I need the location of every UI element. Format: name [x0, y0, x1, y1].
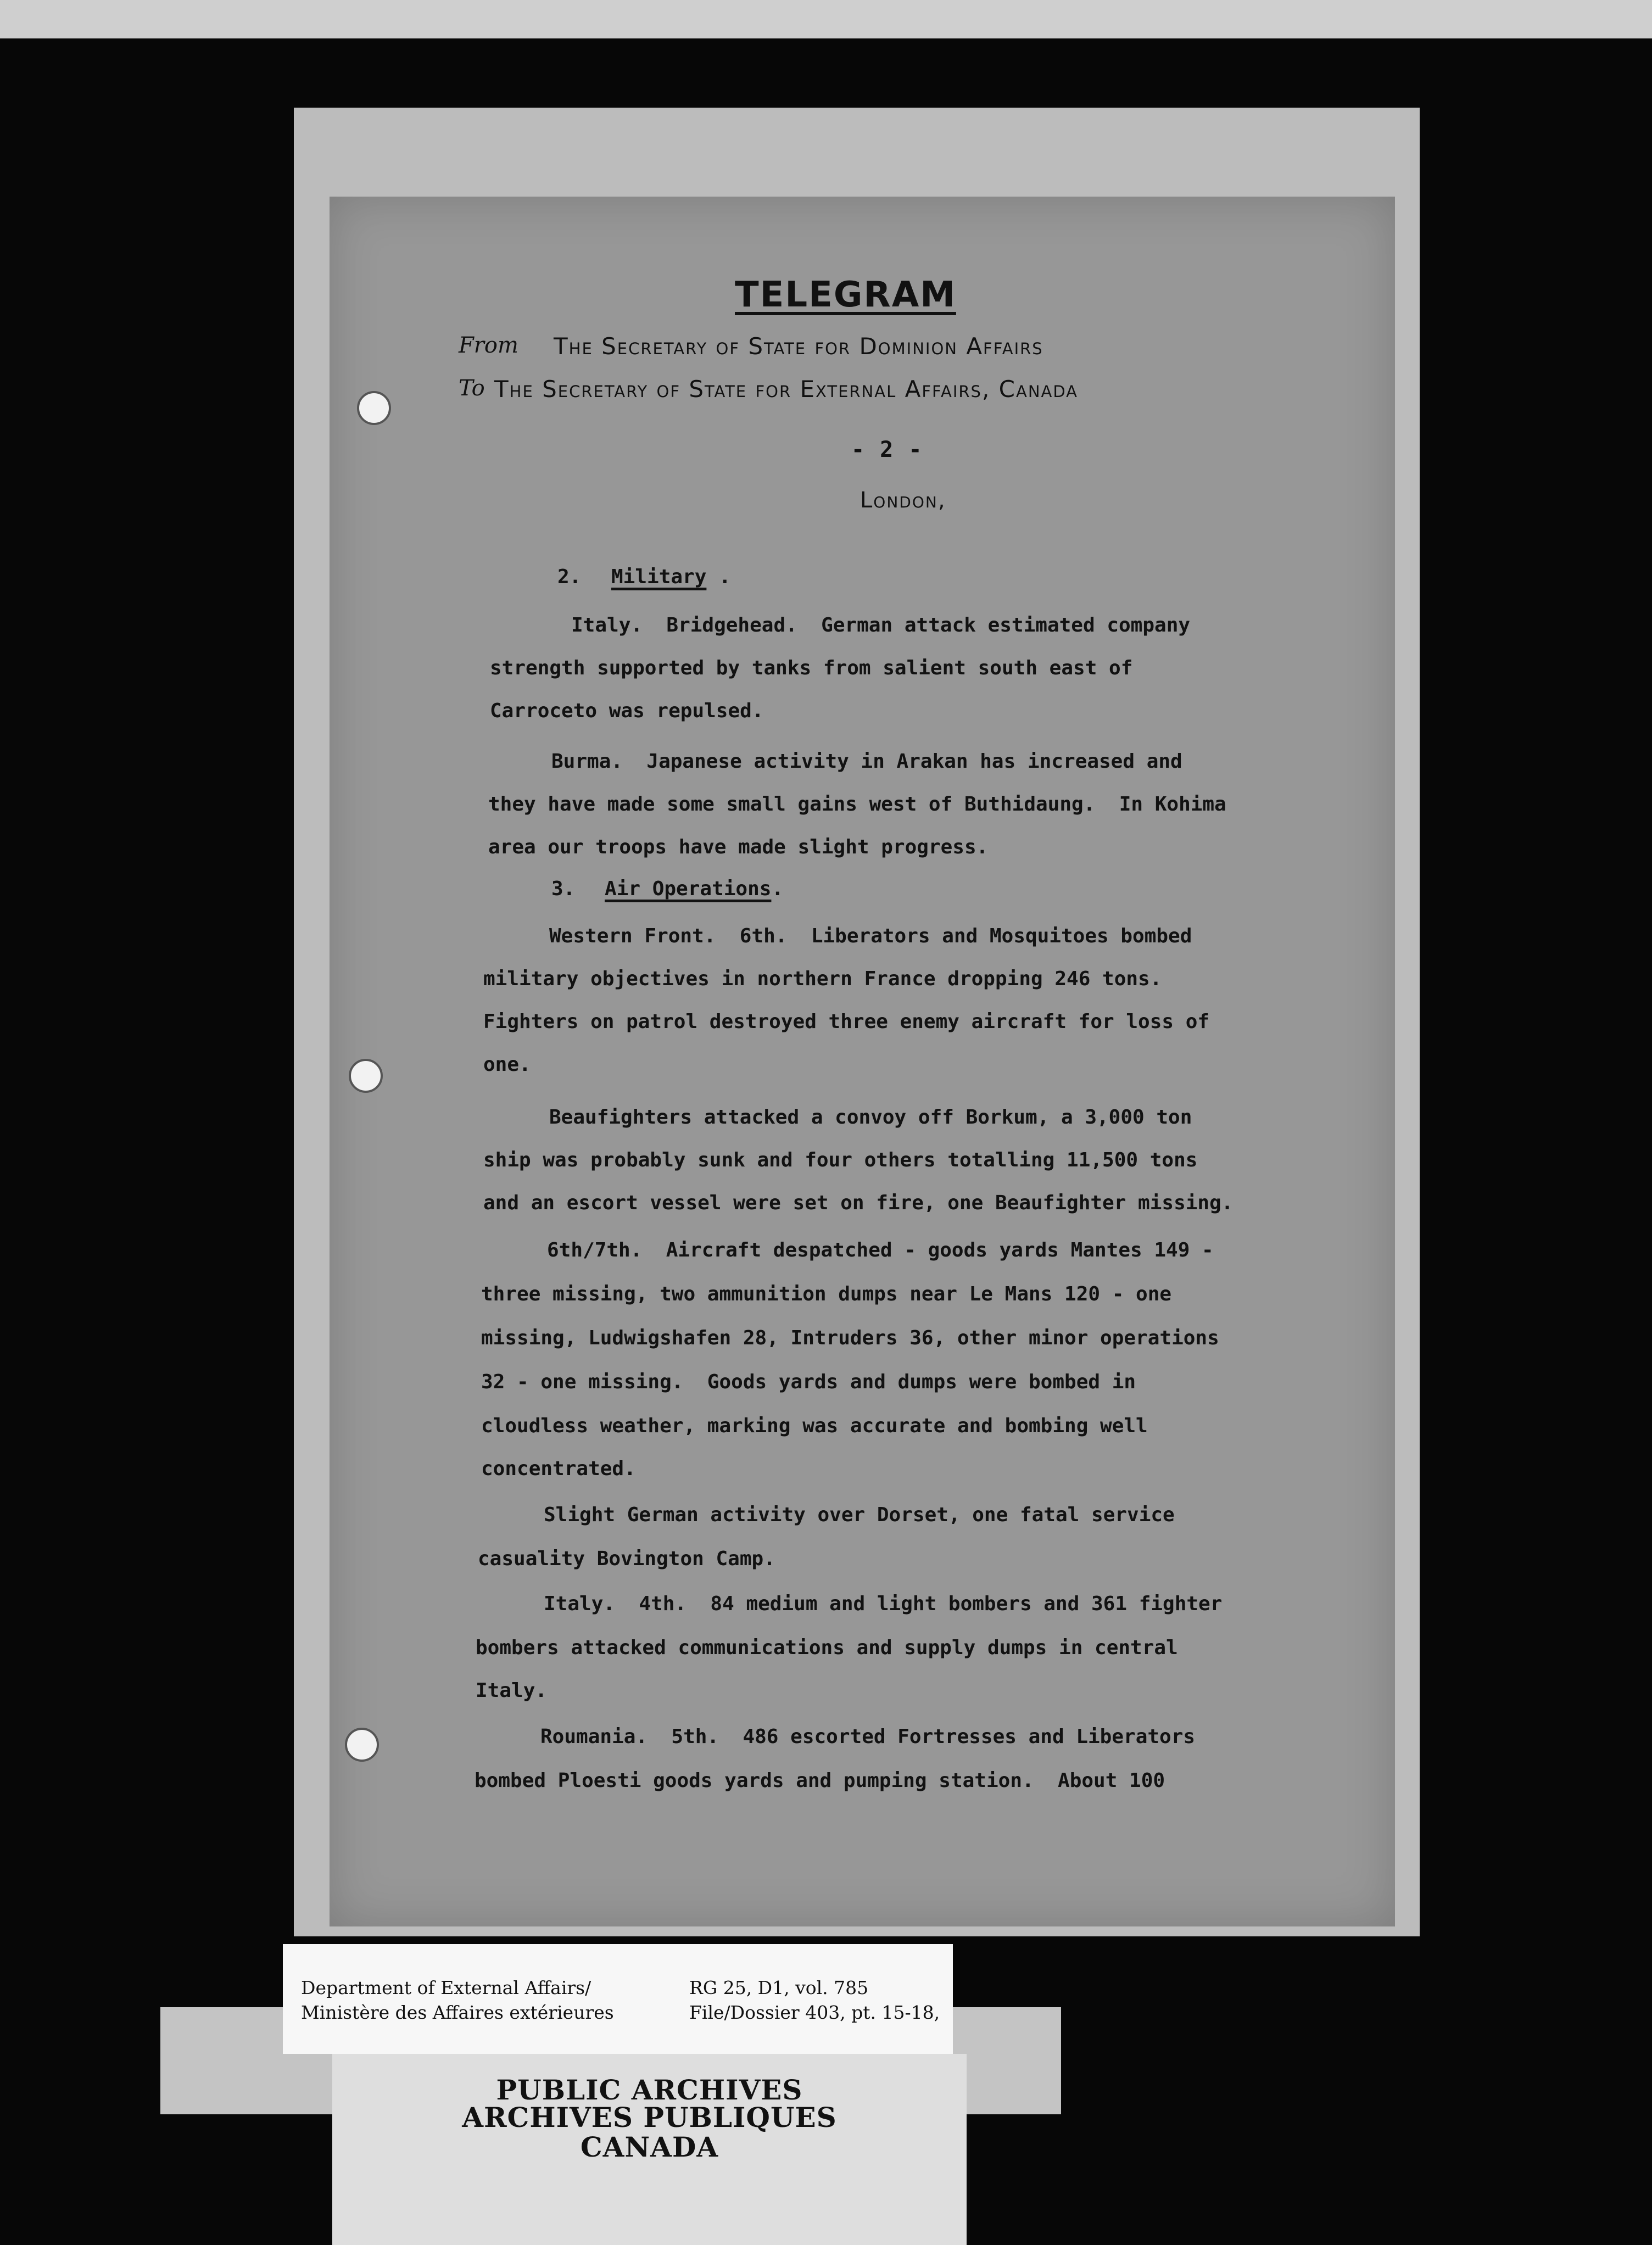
- body-line: ship was probably sunk and four others totalling 11,500 tons: [483, 1149, 1198, 1171]
- body-line: Italy. Bridgehead. German attack estimated company: [571, 614, 1191, 636]
- body-line: strength supported by tanks from salient south east of: [490, 657, 1133, 679]
- body-line: Italy. 4th. 84 medium and light bombers and 361 fighter: [544, 1593, 1223, 1615]
- archive-label-card: [283, 1944, 953, 2054]
- record-group: RG 25, D1, vol. 785: [689, 1977, 869, 1998]
- punch-hole: [357, 391, 391, 425]
- archives-stamp-line: PUBLIC ARCHIVES: [496, 2074, 803, 2106]
- body-line: Roumania. 5th. 486 escorted Fortresses and Liberators: [540, 1725, 1196, 1748]
- body-line: and an escort vessel were set on fire, one Beaufighter missing.: [483, 1192, 1234, 1214]
- body-line: Burma. Japanese activity in Arakan has increased and: [551, 750, 1182, 773]
- to-label: To: [459, 376, 485, 401]
- body-line: Western Front. 6th. Liberators and Mosquitoes bombed: [549, 925, 1192, 947]
- scanner-top-band: [0, 0, 1652, 38]
- body-line: Carroceto was repulsed.: [490, 700, 764, 722]
- body-line: one.: [483, 1053, 531, 1076]
- body-line: Beaufighters attacked a convoy off Borkum, a 3,000 ton: [549, 1106, 1192, 1129]
- department-french: Ministère des Affaires extérieures: [301, 2002, 614, 2023]
- section-heading: Military: [611, 566, 707, 588]
- location: London,: [860, 488, 946, 513]
- body-line: bombed Ploesti goods yards and pumping station. About 100: [475, 1769, 1165, 1792]
- archives-stamp-line: CANADA: [580, 2131, 719, 2163]
- heading-period: .: [772, 878, 784, 900]
- file-reference: File/Dossier 403, pt. 15-18,: [689, 2002, 940, 2023]
- from-label: From: [459, 333, 518, 358]
- to-value: The Secretary of State for External Affairs, Canada: [494, 376, 1079, 403]
- body-line: area our troops have made slight progress.: [488, 836, 989, 858]
- section-heading: Air Operations: [605, 878, 772, 900]
- archives-stamp-line: ARCHIVES PUBLIQUES: [462, 2101, 837, 2134]
- body-line: cloudless weather, marking was accurate and bombing well: [481, 1415, 1148, 1437]
- heading-period: .: [719, 566, 731, 588]
- body-line: they have made some small gains west of Buthidaung. In Kohima: [488, 793, 1226, 816]
- body-line: Fighters on patrol destroyed three enemy aircraft for loss of: [483, 1010, 1210, 1033]
- body-line: three missing, two ammunition dumps near Le Mans 120 - one: [481, 1283, 1172, 1305]
- from-value: The Secretary of State for Dominion Affairs: [554, 333, 1043, 360]
- body-line: casuality Bovington Camp.: [478, 1548, 775, 1570]
- department-english: Department of External Affairs/: [301, 1977, 591, 1998]
- telegram-title: TELEGRAM: [735, 275, 956, 315]
- body-line: 6th/7th. Aircraft despatched - goods yards Mantes 149 -: [547, 1239, 1214, 1261]
- page-number: - 2 -: [851, 437, 923, 462]
- section-number: 2.: [557, 566, 582, 588]
- body-line: military objectives in northern France dropping 246 tons.: [483, 968, 1162, 990]
- body-line: Italy.: [476, 1679, 548, 1702]
- body-line: Slight German activity over Dorset, one fatal service: [544, 1504, 1175, 1526]
- body-line: missing, Ludwigshafen 28, Intruders 36, other minor operations: [481, 1327, 1219, 1349]
- punch-hole: [345, 1728, 379, 1762]
- body-line: 32 - one missing. Goods yards and dumps were bombed in: [481, 1371, 1136, 1393]
- punch-hole: [349, 1059, 383, 1093]
- body-line: concentrated.: [481, 1457, 636, 1480]
- section-number: 3.: [551, 878, 576, 900]
- body-line: bombers attacked communications and supply dumps in central: [476, 1637, 1178, 1659]
